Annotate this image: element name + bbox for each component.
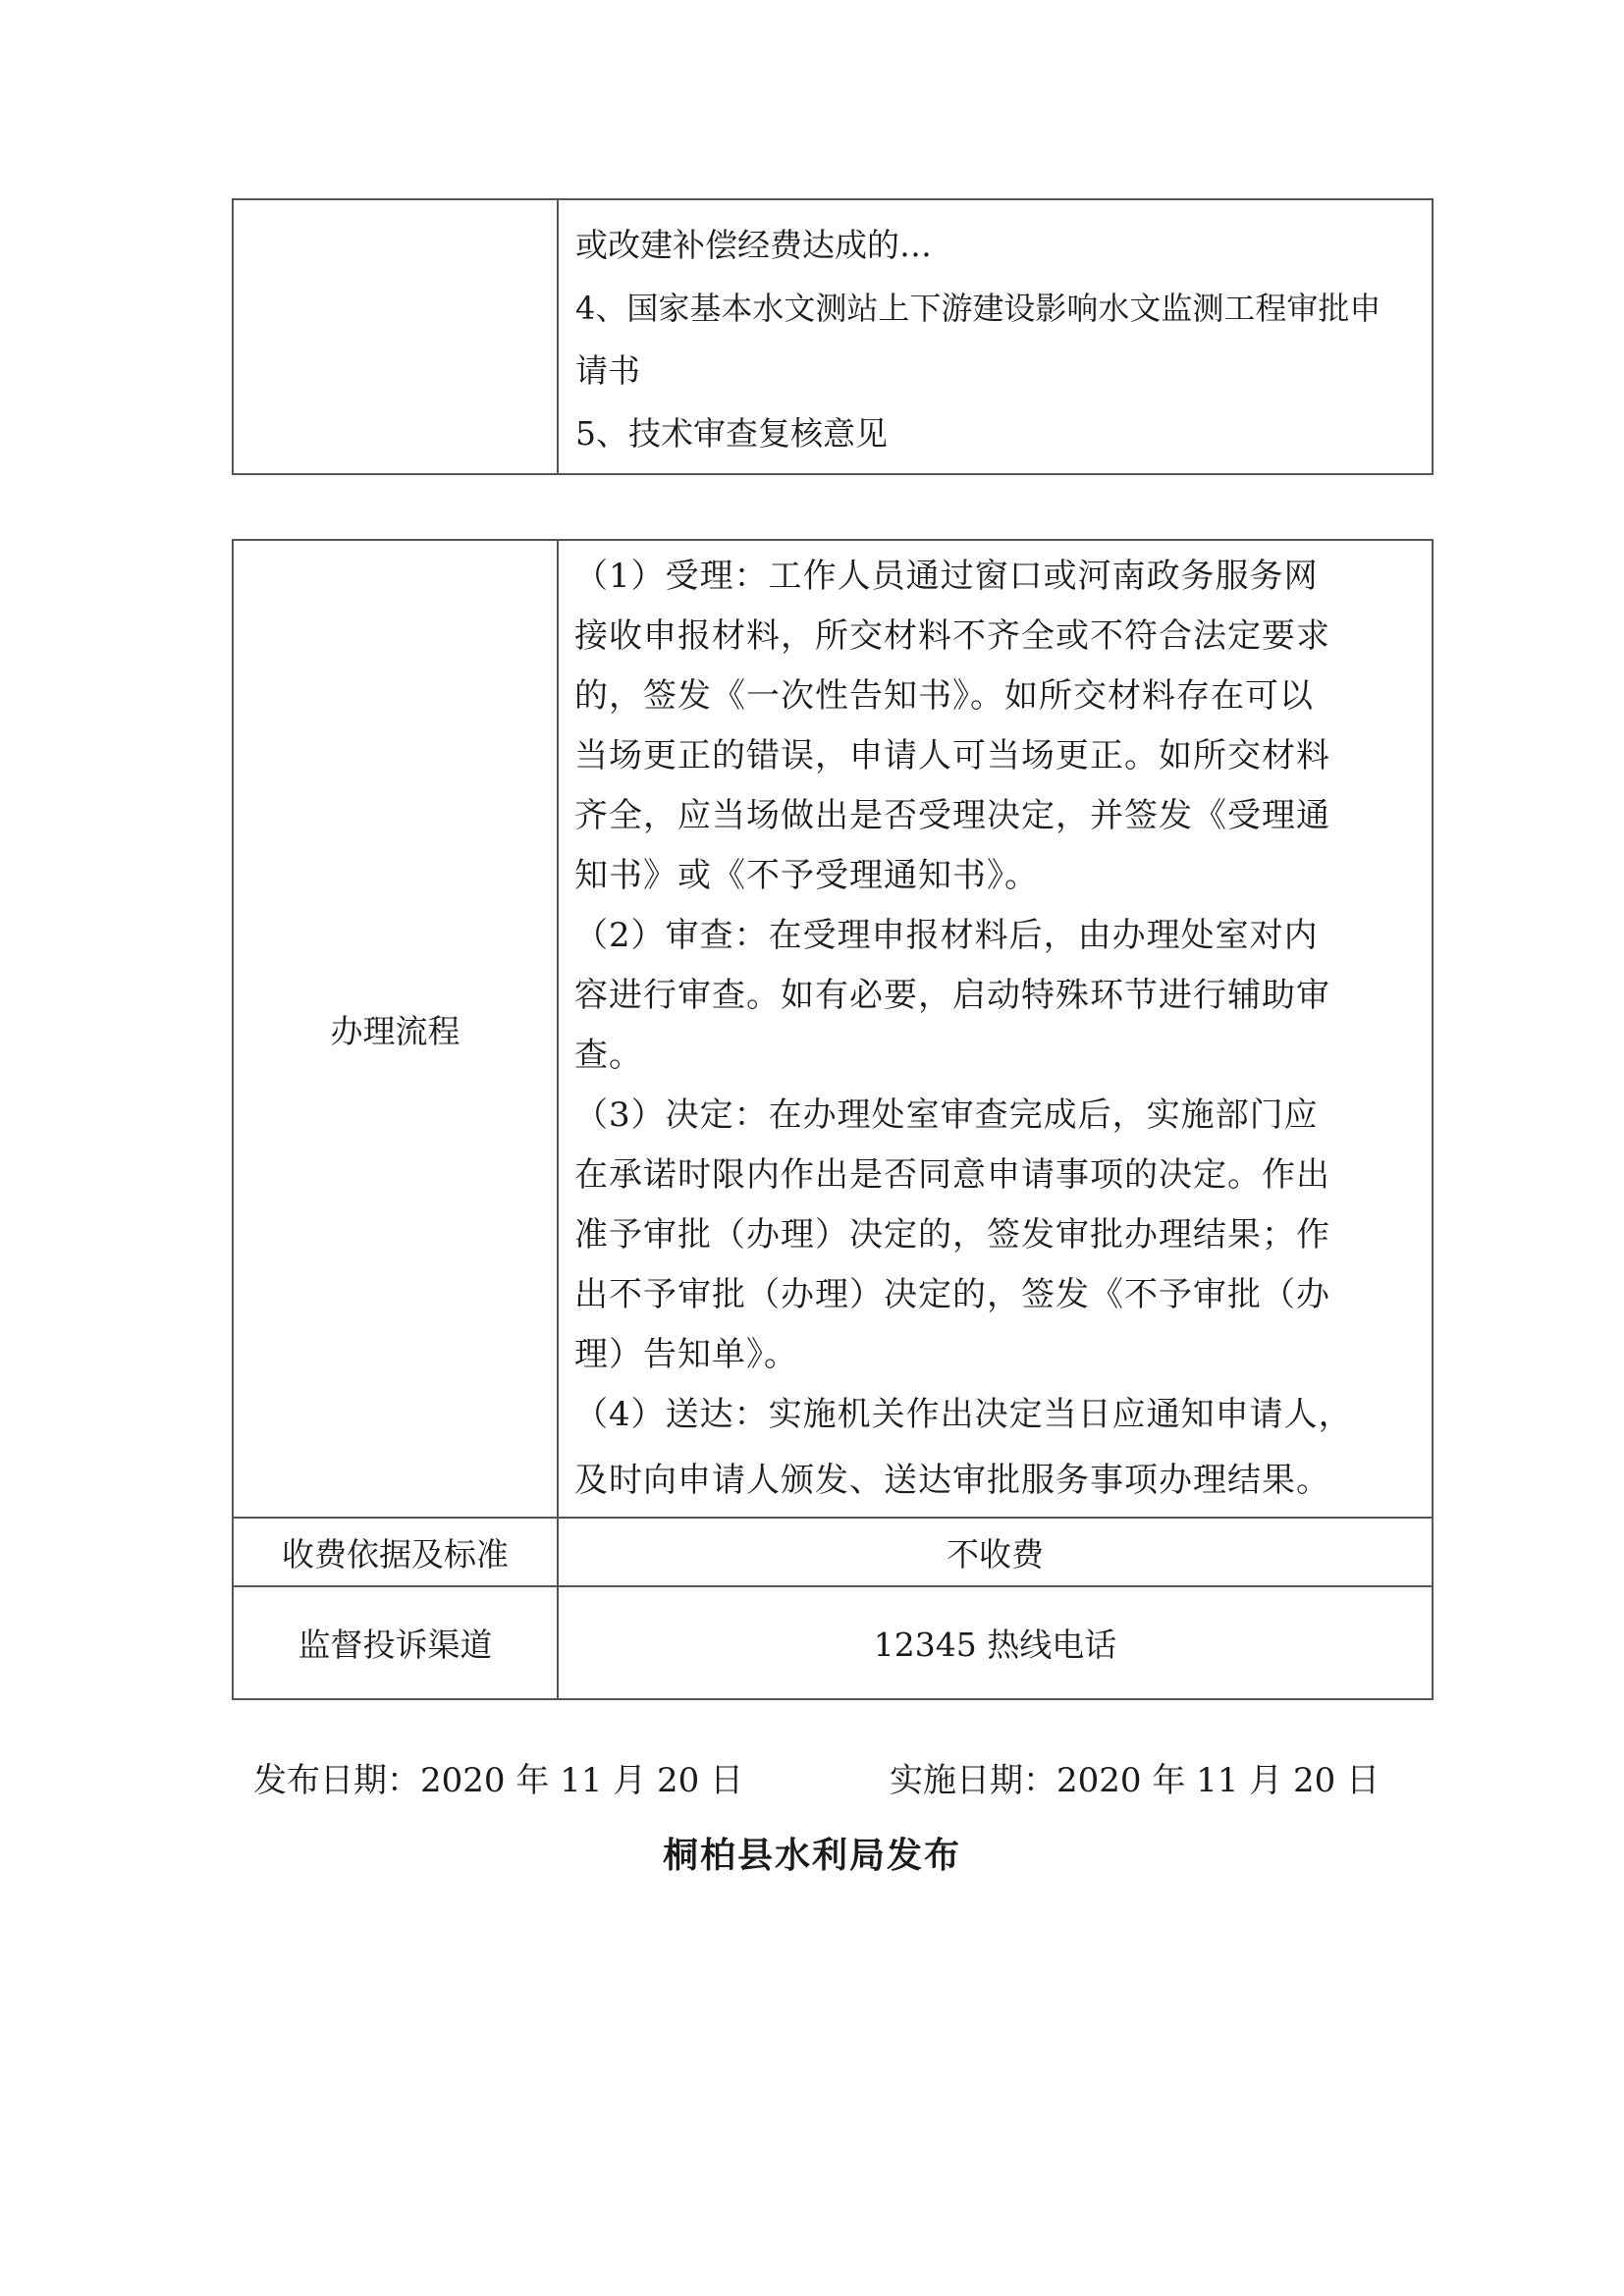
- table-row: [233, 199, 1433, 474]
- table-row: [233, 1586, 1433, 1699]
- supervise-value-cell: [558, 1586, 1433, 1699]
- supervise-value: 12345 热线电话: [873, 1626, 1117, 1664]
- table-row: [233, 1518, 1433, 1586]
- fee-value: 不收费: [947, 1534, 1044, 1574]
- fee-label-cell: [233, 1518, 558, 1586]
- process-line: （1）受理：工作人员通过窗口或河南政务服务网: [574, 557, 1319, 596]
- process-line: （4）送达：实施机关作出决定当日应通知申请人，: [574, 1395, 1353, 1434]
- process-line: 查。: [574, 1036, 643, 1075]
- publish-date: 发布日期：2020 年 11 月 20 日: [253, 1761, 744, 1800]
- process-line: 知书》或《不予受理通知书》。: [574, 856, 1039, 895]
- process-line: 理）告知单》。: [574, 1335, 798, 1374]
- materials-line: 5、技术审查复核意见: [575, 414, 888, 453]
- process-line: 当场更正的错误，申请人可当场更正。如所交材料: [574, 736, 1330, 775]
- supervise-label-cell: [233, 1586, 558, 1699]
- process-line: 准予审批（办理）决定的，签发审批办理结果；作: [574, 1215, 1330, 1255]
- process-line: 在承诺时限内作出是否同意申请事项的决定。作出: [574, 1155, 1330, 1195]
- materials-line: 或改建补偿经费达成的…: [575, 226, 932, 264]
- fee-label: 收费依据及标准: [282, 1534, 509, 1574]
- process-label-cell: [233, 540, 558, 1518]
- process-line: 容进行审查。如有必要，启动特殊环节进行辅助审: [574, 976, 1330, 1015]
- process-line: 的，签发《一次性告知书》。如所交材料存在可以: [574, 676, 1314, 716]
- process-content-cell: [558, 540, 1433, 1518]
- supervise-label: 监督投诉渠道: [298, 1626, 493, 1664]
- materials-cell: [558, 199, 1433, 474]
- process-line: （3）决定：在办理处室审查完成后，实施部门应: [574, 1095, 1319, 1135]
- materials-line: 请书: [575, 351, 640, 390]
- publisher: 桐柏县水利局发布: [662, 1836, 961, 1876]
- table-row: [233, 540, 1433, 1518]
- implement-date: 实施日期：2020 年 11 月 20 日: [890, 1761, 1380, 1800]
- process-line: 及时向申请人颁发、送达审批服务事项办理结果。: [574, 1461, 1330, 1500]
- fee-value-cell: [558, 1518, 1433, 1586]
- process-line: 齐全，应当场做出是否受理决定，并签发《受理通: [574, 796, 1330, 835]
- service-info-table: [232, 539, 1434, 1700]
- process-line: （2）审查：在受理申报材料后，由办理处室对内: [574, 916, 1319, 955]
- process-line: 出不予审批（办理）决定的，签发《不予审批（办: [574, 1275, 1330, 1314]
- process-label: 办理流程: [330, 1011, 460, 1050]
- process-line: 接收申报材料，所交材料不齐全或不符合法定要求: [574, 616, 1330, 656]
- empty-label-cell: [233, 199, 558, 474]
- materials-line: 4、国家基本水文测站上下游建设影响水文监测工程审批申: [575, 290, 1381, 327]
- materials-table-continued: [232, 198, 1434, 475]
